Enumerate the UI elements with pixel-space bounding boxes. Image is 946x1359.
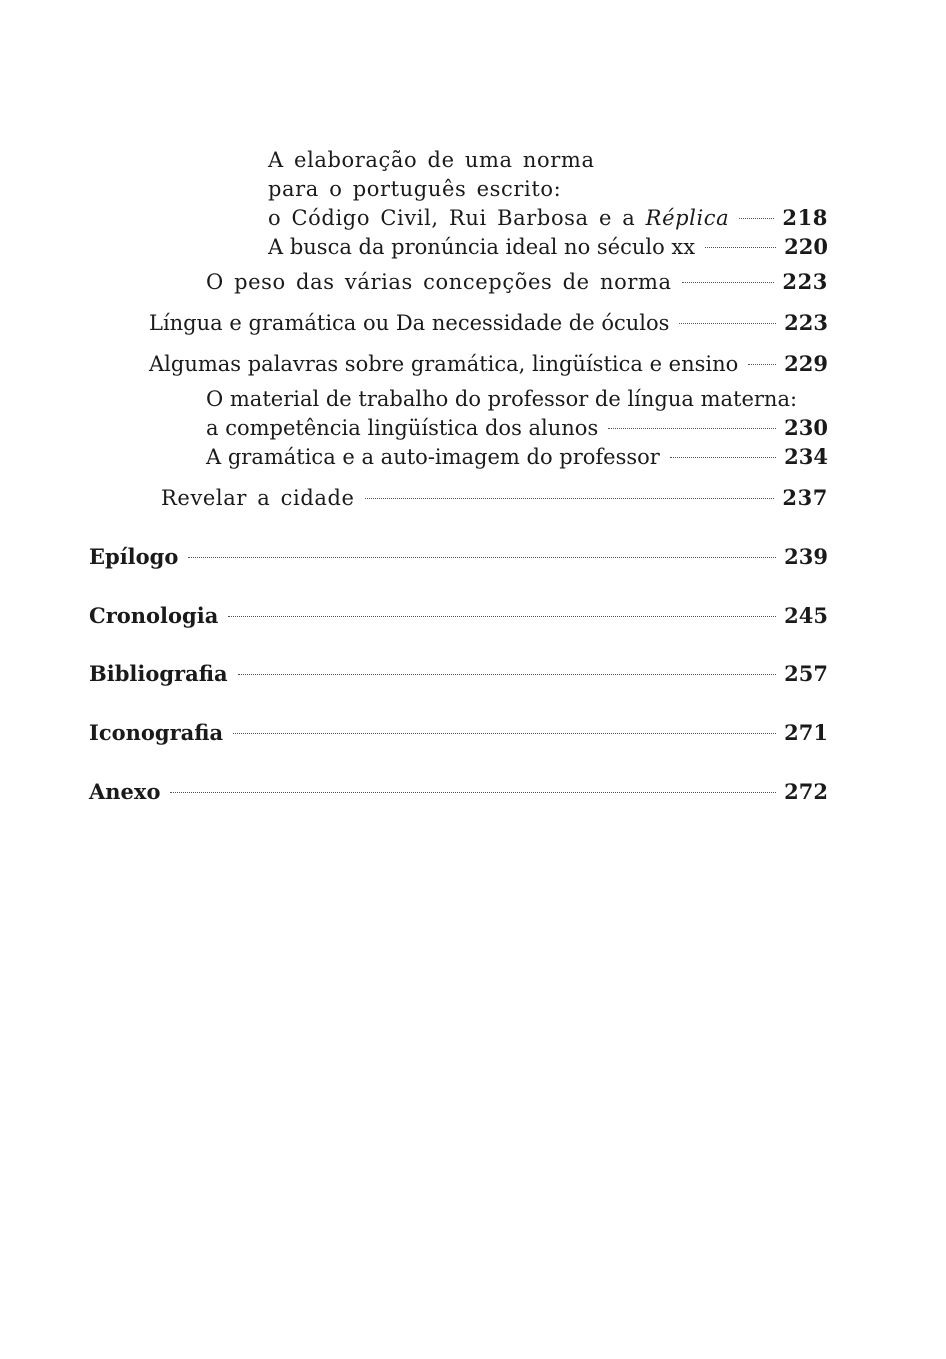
toc-entry-title: Revelar a cidade xyxy=(161,486,355,510)
toc-entry-title: O peso das várias concepções de norma xyxy=(206,270,672,294)
toc-page-number: 229 xyxy=(784,351,828,376)
toc-entry-line xyxy=(268,175,561,203)
dot-leader xyxy=(670,457,776,458)
dot-leader xyxy=(233,733,776,734)
toc-entry-title: O material de trabalho do professor de língua materna: xyxy=(206,387,798,411)
toc-page-number: 272 xyxy=(784,779,828,804)
toc-chapter-entry xyxy=(89,543,828,571)
dot-leader xyxy=(188,557,776,558)
toc-entry xyxy=(161,484,828,512)
toc-chapter-title: Cronologia xyxy=(89,603,219,628)
dot-leader xyxy=(228,616,776,617)
toc-entry xyxy=(206,268,828,296)
toc-chapter-entry xyxy=(89,719,828,747)
toc-entry-title-text: o Código Civil, Rui Barbosa e a xyxy=(268,206,646,230)
toc-page-number: 271 xyxy=(784,720,828,745)
toc-chapter-entry xyxy=(89,602,828,630)
toc-chapter-title: Epílogo xyxy=(89,544,179,569)
toc-entry-title: A busca da pronúncia ideal no século xx xyxy=(268,235,696,259)
toc-chapter-title: Iconografia xyxy=(89,720,224,745)
toc-entry-title: A elaboração de uma norma xyxy=(268,148,595,172)
toc-entry xyxy=(268,233,828,261)
dot-leader xyxy=(682,282,775,283)
toc-chapter-entry xyxy=(89,778,828,806)
dot-leader xyxy=(705,247,776,248)
toc-entry-line xyxy=(268,146,595,174)
toc-page-number: 245 xyxy=(784,603,828,628)
toc-entry xyxy=(149,350,828,378)
toc-entry-title-italic: Réplica xyxy=(645,206,730,230)
dot-leader xyxy=(739,218,774,219)
toc-page-number: 237 xyxy=(782,485,828,510)
toc-entry-title xyxy=(268,204,729,232)
toc-entry xyxy=(206,414,828,442)
toc-entry-title: A gramática e a auto-imagem do professor xyxy=(206,445,660,469)
toc-page-number: 223 xyxy=(784,310,828,335)
toc-entry-title: Algumas palavras sobre gramática, lingüística e ensino xyxy=(149,352,739,376)
toc-page-number: 257 xyxy=(784,661,828,686)
toc-entry-title: Língua e gramática ou Da necessidade de óculos xyxy=(149,311,670,335)
dot-leader xyxy=(365,498,775,499)
dot-leader xyxy=(608,428,776,429)
dot-leader xyxy=(170,792,776,793)
toc-page-number: 234 xyxy=(784,444,828,469)
toc-page-number: 223 xyxy=(782,269,828,294)
toc-entry-title: para o português escrito: xyxy=(268,177,562,201)
toc-page-number: 230 xyxy=(784,415,828,440)
toc-chapter-title: Bibliografia xyxy=(89,661,228,686)
toc-page-number: 239 xyxy=(784,544,828,569)
dot-leader xyxy=(748,364,776,365)
dot-leader xyxy=(238,674,777,675)
toc-entry xyxy=(206,443,828,471)
toc-entry-title: a competência lingüística dos alunos xyxy=(206,416,599,440)
toc-chapter-title: Anexo xyxy=(89,779,161,804)
toc-page-number: 218 xyxy=(782,205,828,230)
toc-page-number: 220 xyxy=(784,234,828,259)
toc-entry xyxy=(149,309,828,337)
toc-entry xyxy=(268,204,828,232)
toc-chapter-entry xyxy=(89,660,828,688)
toc-entry-line xyxy=(206,385,797,413)
dot-leader xyxy=(679,323,776,324)
